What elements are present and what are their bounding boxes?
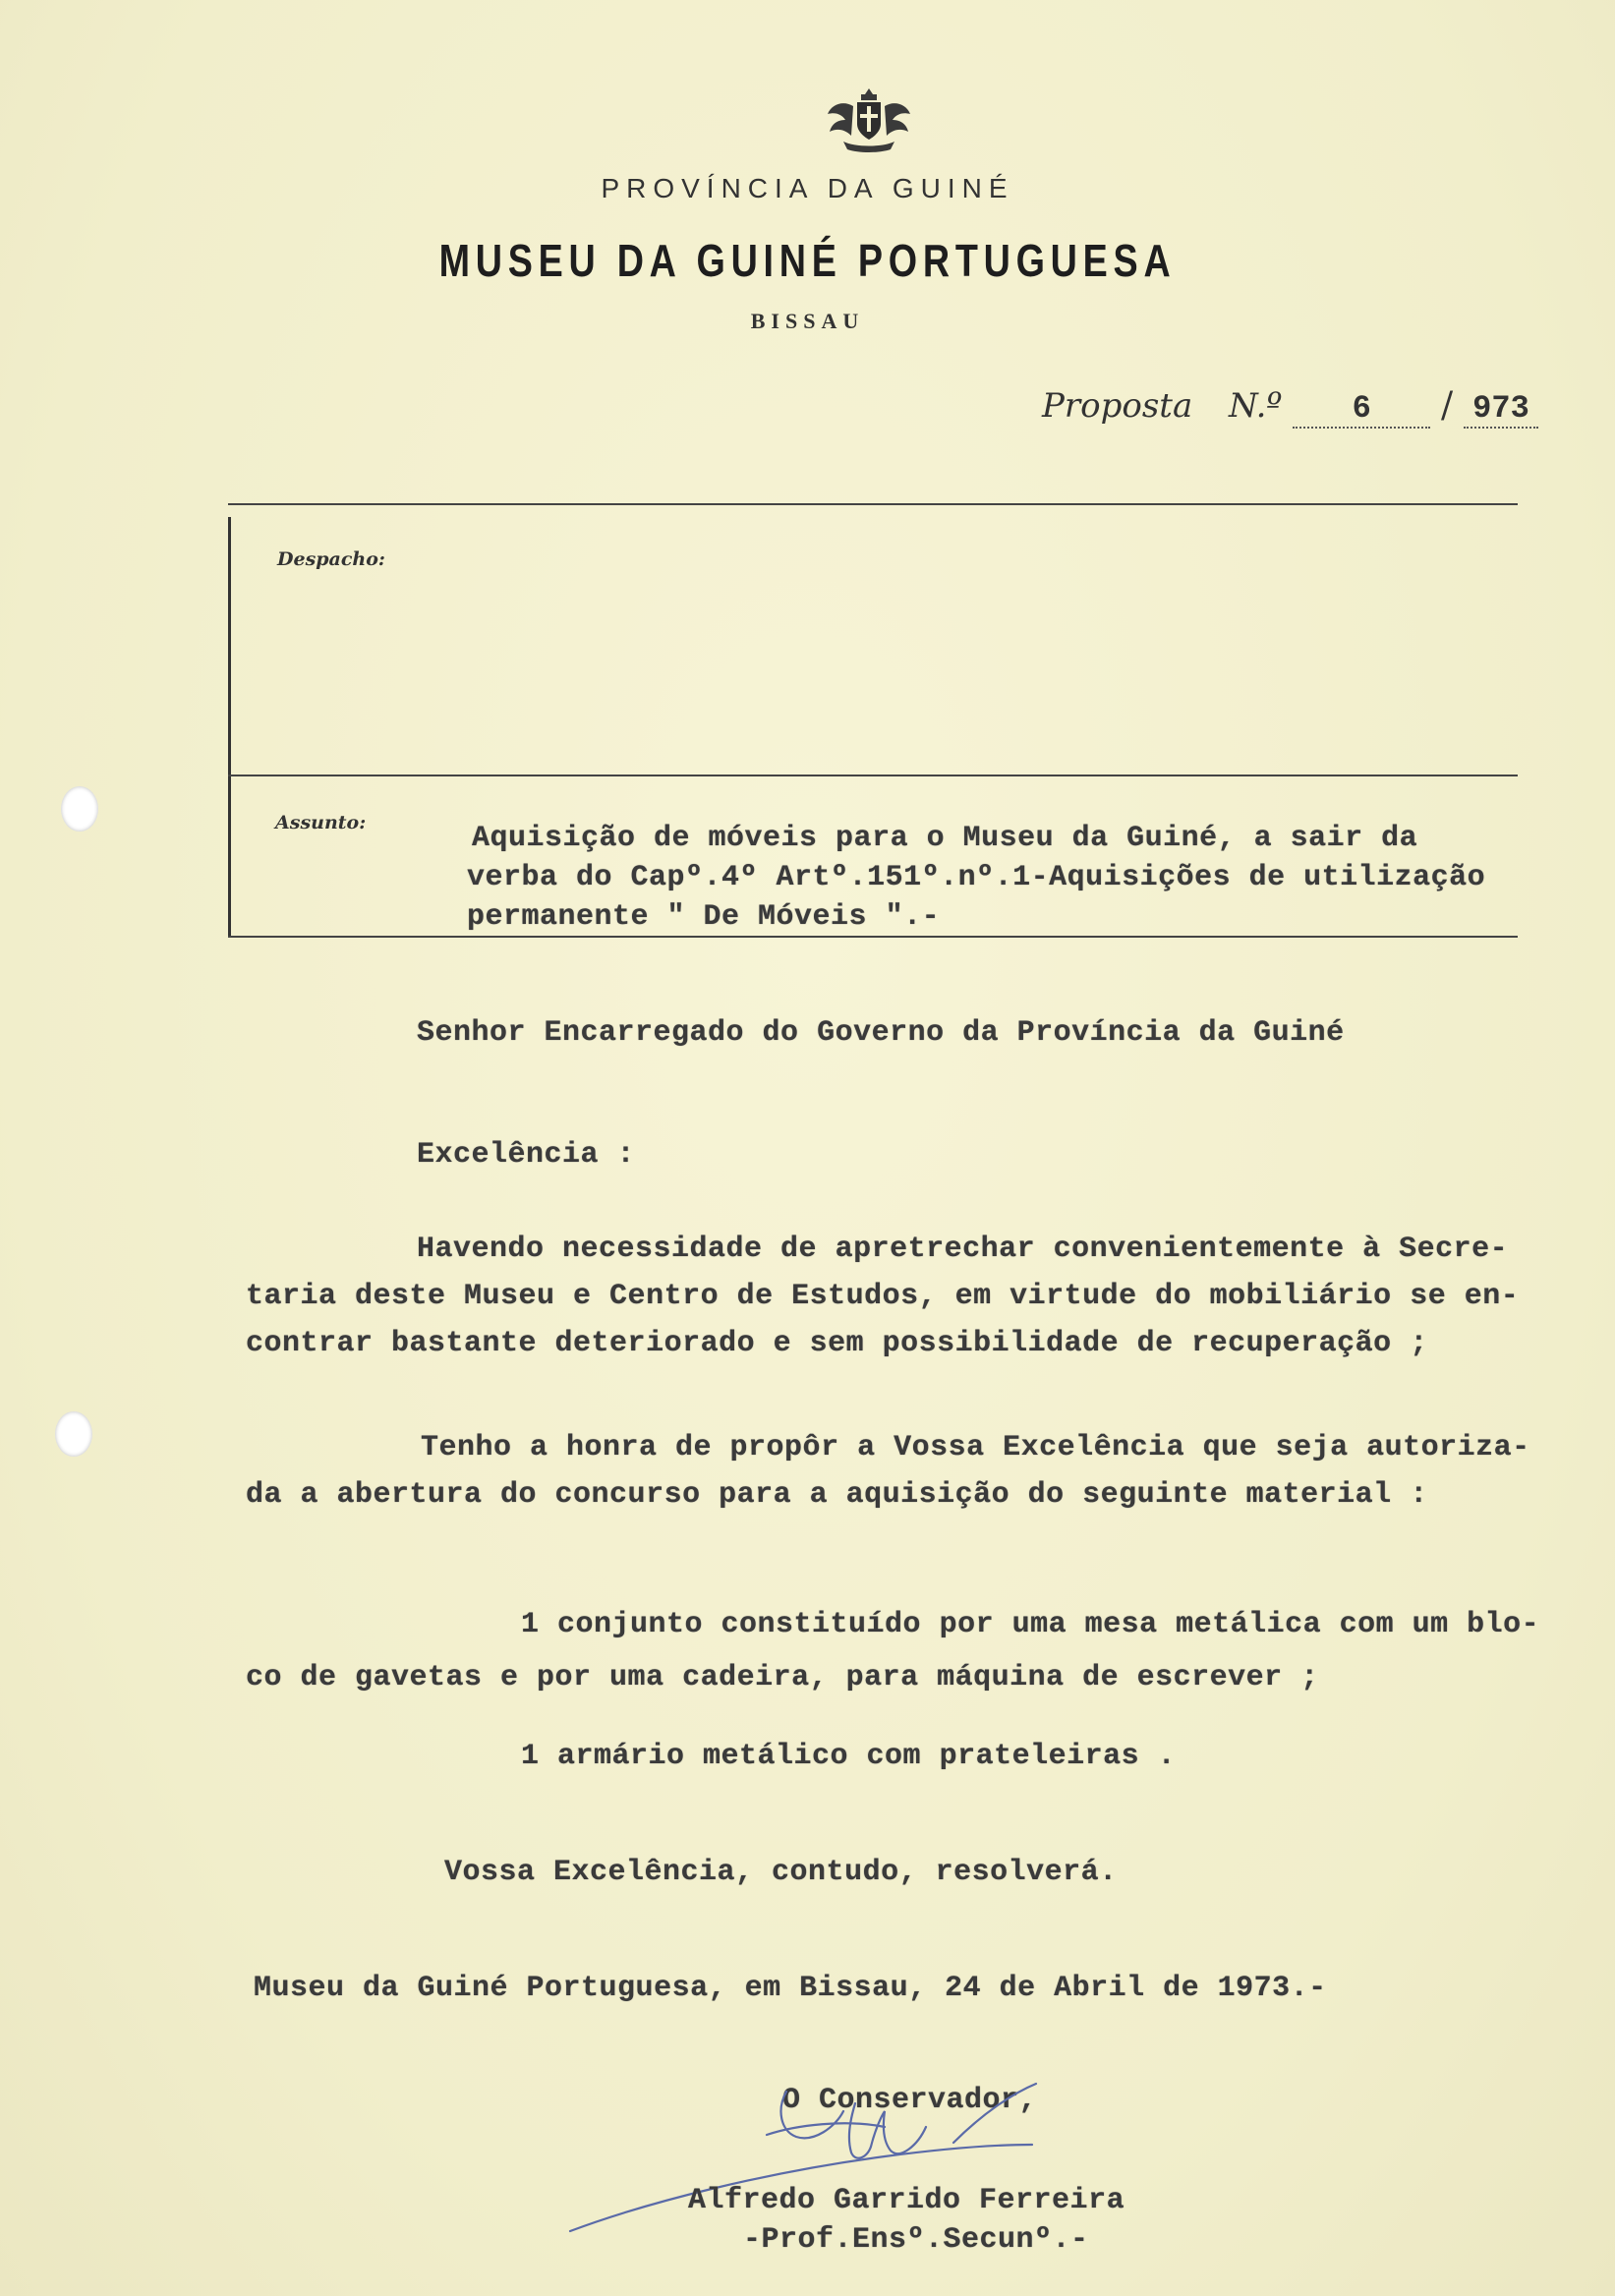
signer-title: O Conservador, (782, 2084, 1038, 2117)
punch-hole-top (61, 786, 98, 832)
para2-line-1: Tenho a honra de propôr a Vossa Excelência que seja autoriza- (421, 1431, 1530, 1464)
city-name: BISSAU (750, 309, 865, 333)
item1-line-2: co de gavetas e por uma cadeira, para máquina de escrever ; (246, 1661, 1319, 1694)
closing: Vossa Excelência, contudo, resolverá. (444, 1856, 1118, 1889)
form-box-top-rule (228, 503, 1518, 505)
assunto-line-1: Aquisição de móveis para o Museu da Guiné, a sair da (472, 822, 1418, 855)
assunto-label: Assunto: (275, 812, 367, 833)
museum-title: MUSEU DA GUINÉ PORTUGUESA (438, 235, 1177, 286)
despacho-label: Despacho: (277, 548, 385, 570)
form-box-divider (228, 775, 1518, 776)
place-date: Museu da Guiné Portuguesa, em Bissau, 24 de Abril de 1973.- (254, 1972, 1327, 2005)
coat-of-arms-emblem (824, 85, 914, 161)
para1-line-2: taria deste Museu e Centro de Estudos, em virtude do mobiliário se en- (246, 1280, 1520, 1313)
item2: 1 armário metálico com prateleiras . (521, 1740, 1177, 1773)
proposal-separator: / (1441, 385, 1454, 426)
proposal-line (1042, 385, 1538, 429)
form-box-bottom-rule (228, 936, 1518, 938)
signer-name: Alfredo Garrido Ferreira (688, 2184, 1125, 2217)
salutation: Excelência : (417, 1138, 636, 1172)
proposal-year: 973 (1464, 390, 1538, 429)
punch-hole-bottom (55, 1411, 92, 1457)
item1-line-1: 1 conjunto constituído por uma mesa metálica com um blo- (521, 1608, 1540, 1641)
signer-role: -Prof.Ensº.Secunº.- (743, 2223, 1089, 2257)
province-title: PROVÍNCIA DA GUINÉ (601, 173, 1014, 203)
para1-line-1: Havendo necessidade de apretrechar convenientemente à Secre- (417, 1233, 1509, 1266)
para2-line-2: da a abertura do concurso para a aquisição do seguinte material : (246, 1478, 1428, 1512)
form-box-left-rule (228, 517, 231, 936)
para1-line-3: contrar bastante deteriorado e sem possibilidade de recuperação ; (246, 1327, 1428, 1360)
proposal-label: Proposta (1042, 386, 1193, 426)
number-label: N.º (1229, 386, 1283, 426)
assunto-line-2: verba do Capº.4º Artº.151º.nº.1-Aquisições de utilização (467, 861, 1486, 894)
addressee: Senhor Encarregado do Governo da Província da Guiné (417, 1016, 1345, 1050)
assunto-line-3: permanente " De Móveis ".- (467, 900, 941, 934)
proposal-number: 6 (1293, 390, 1430, 429)
